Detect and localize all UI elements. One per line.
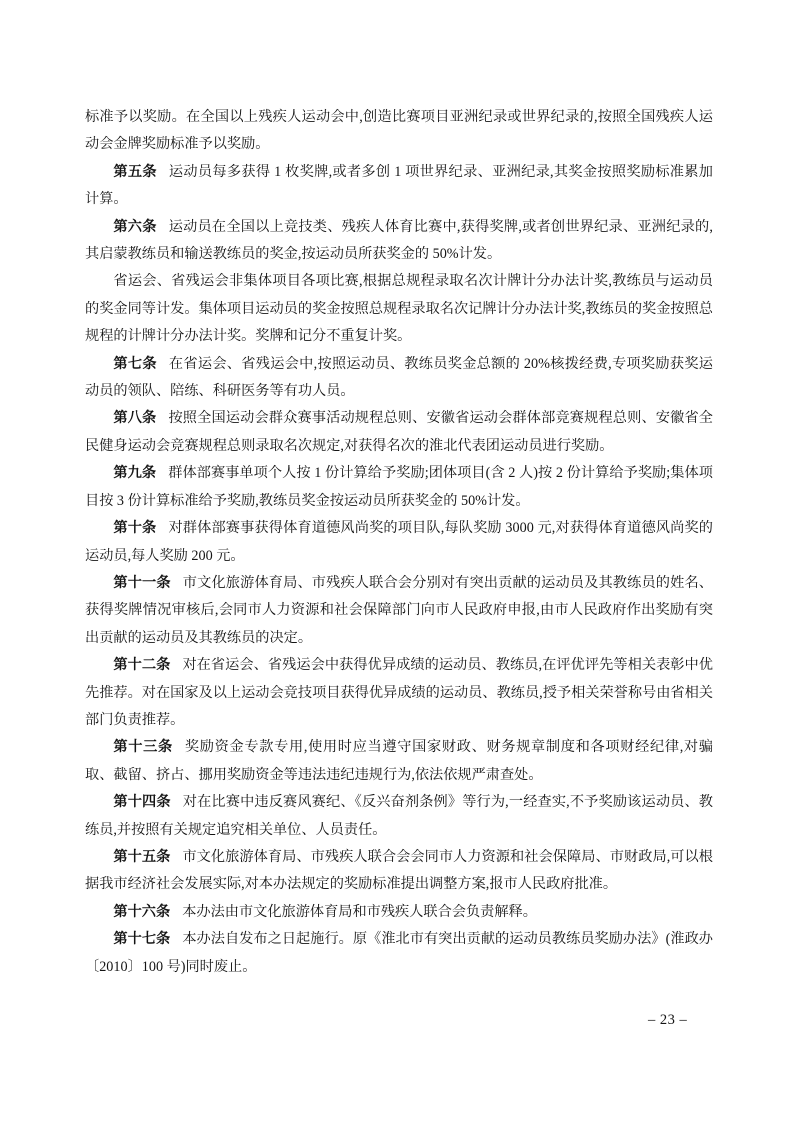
paragraph-text: 运动员在全国以上竞技类、残疾人体育比赛中,获得奖牌,或者创世界纪录、亚洲纪录的,其启蒙教练员和输送教练员的奖金,按运动员所获奖金的 50%计发。	[85, 218, 713, 263]
paragraph-text: 群体部赛事单项个人按 1 份计算给予奖励;团体项目(含 2 人)按 2 份计算给予奖励;集体项目按 3 份计算标准给予奖励,教练员奖金按运动员所获奖金的 50%计发。	[85, 465, 713, 509]
paragraph	[85, 844, 713, 899]
article-label: 第九条	[113, 465, 157, 482]
paragraph	[85, 104, 713, 159]
paragraph-text: 对群体部赛事获得体育道德风尚奖的项目队,每队奖励 3000 元,对获得体育道德风尚奖的运动员,每人奖励 200 元。	[85, 520, 713, 564]
paragraph	[85, 351, 713, 406]
paragraph-text: 市文化旅游体育局、市残疾人联合会会同市人力资源和社会保障局、市财政局,可以根据我市经济社会发展实际,对本办法规定的奖励标准提出调整方案,报市人民政府批准。	[85, 848, 713, 893]
article-label: 第十一条	[113, 574, 171, 591]
paragraph-text: 运动员每多获得 1 枚奖牌,或者多创 1 项世界纪录、亚洲纪录,其奖金按照奖励标准累加计算。	[85, 163, 713, 208]
paragraph	[85, 734, 713, 789]
paragraph-text: 对在比赛中违反赛风赛纪、《反兴奋剂条例》等行为,一经查实,不予奖励该运动员、教练员,并按照有关规定追究相关单位、人员责任。	[85, 794, 713, 838]
page-number: – 23 –	[648, 1012, 688, 1028]
paragraph-text: 市文化旅游体育局、市残疾人联合会分别对有突出贡献的运动员及其教练员的姓名、获得奖牌情况审核后,会同市人力资源和社会保障部门向市人民政府申报,由市人民政府作出奖励有突出贡献的运动员及其教练员的决定。	[85, 574, 713, 646]
article-label: 第七条	[113, 355, 157, 372]
paragraph-text: 在省运会、省残运会中,按照运动员、教练员奖金总额的 20%核拨经费,专项奖励获奖运动员的领队、陪练、科研医务等有功人员。	[85, 355, 713, 400]
article-label: 第十三条	[113, 739, 173, 756]
paragraph	[85, 926, 713, 981]
paragraph	[85, 652, 713, 734]
paragraph	[85, 789, 713, 844]
document-body	[85, 104, 713, 981]
paragraph	[85, 570, 713, 652]
article-label: 第六条	[113, 218, 157, 235]
paragraph	[85, 159, 713, 214]
paragraph-text: 省运会、省残运会非集体项目各项比赛,根据总规程录取名次计牌计分办法计奖,教练员与运动员的奖金同等计发。集体项目运动员的奖金按照总规程录取名次记牌计分办法计奖,教练员的奖金按照总规程的计牌计分办法计奖。奖牌和记分不重复计奖。	[85, 273, 713, 345]
article-label: 第八条	[113, 410, 157, 427]
paragraph-text: 奖励资金专款专用,使用时应当遵守国家财政、财务规章制度和各项财经纪律,对骗取、截留、挤占、挪用奖励资金等违法违纪违规行为,依法依规严肃查处。	[85, 739, 713, 783]
paragraph-text: 标准予以奖励。在全国以上残疾人运动会中,创造比赛项目亚洲纪录或世界纪录的,按照全国残疾人运动会金牌奖励标准予以奖励。	[85, 109, 713, 153]
paragraph-text: 本办法由市文化旅游体育局和市残疾人联合会负责解释。	[182, 903, 537, 920]
paragraph-text: 对在省运会、省残运会中获得优异成绩的运动员、教练员,在评优评先等相关表彰中优先推荐。对在国家及以上运动会竞技项目获得优异成绩的运动员、教练员,授予相关荣誉称号由省相关部门负责推荐。	[85, 657, 713, 728]
article-label: 第十条	[113, 520, 157, 537]
article-label: 第十四条	[113, 794, 171, 811]
paragraph	[85, 460, 713, 515]
article-label: 第十七条	[113, 931, 171, 948]
paragraph-text: 按照全国运动会群众赛事活动规程总则、安徽省运动会群体部竞赛规程总则、安徽省全民健身运动会竞赛规程总则录取名次规定,对获得名次的淮北代表团运动员进行奖励。	[85, 410, 713, 454]
paragraph-text: 本办法自发布之日起施行。原《淮北市有突出贡献的运动员教练员奖励办法》(淮政办〔2010〕100 号)同时废止。	[85, 931, 713, 975]
paragraph	[85, 214, 713, 269]
article-label: 第十二条	[113, 657, 171, 674]
article-label: 第十六条	[113, 903, 171, 920]
paragraph	[85, 268, 713, 350]
paragraph	[85, 515, 713, 570]
article-label: 第五条	[113, 163, 157, 180]
article-label: 第十五条	[113, 848, 171, 865]
paragraph	[85, 899, 713, 926]
paragraph	[85, 405, 713, 460]
